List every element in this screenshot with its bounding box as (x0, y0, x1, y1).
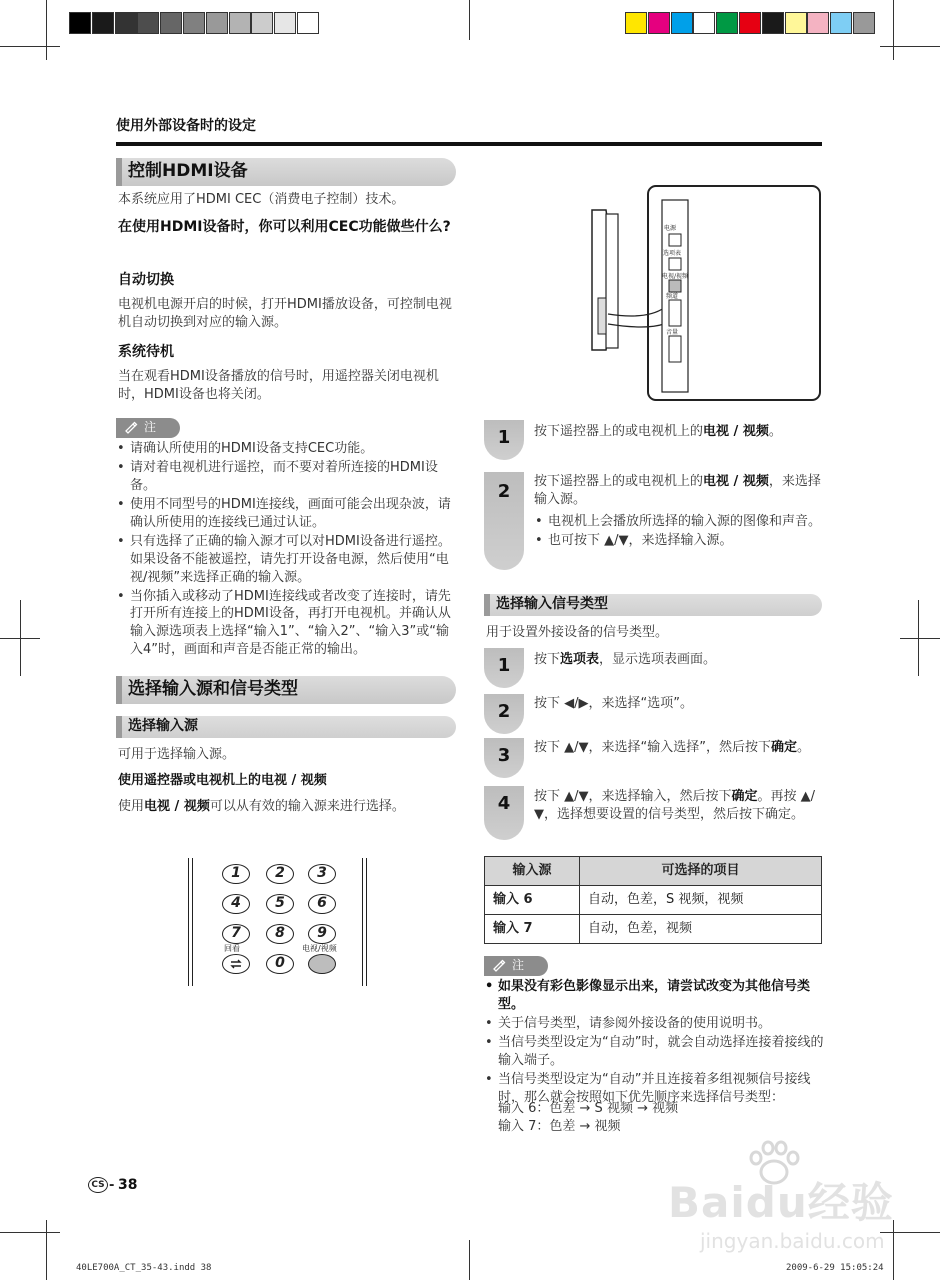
page-header-title: 使用外部设备时的设定 (116, 118, 256, 134)
table-row (485, 915, 822, 944)
recall-icon (228, 958, 244, 970)
table-cell: 自动，色差，S 视频，视频 (580, 886, 822, 915)
subsection-title-input-source: 选择输入源 (116, 716, 456, 738)
panel-label-tv-video: 电视/视频 (662, 273, 689, 280)
crop-mark (46, 1220, 47, 1280)
color-swatch (807, 12, 829, 34)
color-swatch (853, 12, 875, 34)
section-title-input: 选择输入源和信号类型 (116, 676, 456, 704)
crop-mark (0, 46, 60, 47)
color-swatch (115, 12, 137, 34)
remote-key-1[interactable]: 1 (222, 864, 250, 884)
color-swatch (297, 12, 319, 34)
table-header: 输入源 (485, 857, 580, 886)
language-badge: CS (88, 1177, 108, 1193)
watermark-url: jingyan.baidu.com (700, 1229, 885, 1253)
color-swatch (69, 12, 91, 34)
hdmi-notes-list (116, 440, 458, 660)
priority-line: 输入 6：色差 → S 视频 → 视频 (498, 1101, 679, 1116)
step-text: 按下 ▲/▼，来选择“输入选择”，然后按下确定。 (534, 740, 811, 755)
color-swatch (274, 12, 296, 34)
color-swatch (671, 12, 693, 34)
crop-mark (893, 0, 894, 60)
crop-mark (900, 638, 940, 639)
page-number: 38 (118, 1177, 138, 1193)
table-row (485, 886, 822, 915)
list-item: • 电视机上会播放所选择的输入源的图像和声音。 (534, 513, 826, 531)
step-number: 1 (484, 648, 524, 688)
color-swatch (830, 12, 852, 34)
step-text: 按下选项表，显示选项表画面。 (534, 652, 717, 667)
crop-mark (469, 0, 470, 40)
table-header-row (485, 857, 822, 886)
color-swatch (785, 12, 807, 34)
note-badge: 注 (484, 956, 548, 976)
remote-key-8[interactable]: 8 (266, 924, 294, 944)
remote-key-5[interactable]: 5 (266, 894, 294, 914)
list-item: • 当你插入或移动了HDMI连接线或者改变了连接时，请先打开所有连接上的HDMI设备，再打开电视机。并确认从输入源选项表上选择“输入1”、“输入2”、“输入3”或“输入4”时，画面和声音是否能正常的输出。 (116, 588, 458, 660)
remote-control-illustration (186, 858, 370, 986)
table-cell: 自动，色差，视频 (580, 915, 822, 944)
remote-usage-text: 使用电视 / 视频可以从有效的输入源来进行选择。 (118, 799, 405, 814)
remote-key-3[interactable]: 3 (308, 864, 336, 884)
crop-mark (469, 1240, 470, 1280)
remote-key-7[interactable]: 7 (222, 924, 250, 944)
color-swatch (739, 12, 761, 34)
auto-switch-text: 电视机电源开启的时候，打开HDMI播放设备，可控制电视机自动切换到对应的输入源。 (118, 297, 452, 330)
step-number: 2 (484, 694, 524, 734)
color-swatch (229, 12, 251, 34)
header-rule (116, 142, 822, 146)
remote-edge-right (362, 858, 367, 986)
color-swatch (693, 12, 715, 34)
pencil-note-icon (492, 958, 506, 972)
color-swatch (251, 12, 273, 34)
input-source-intro: 可用于选择输入源。 (118, 747, 236, 762)
remote-key-6[interactable]: 6 (308, 894, 336, 914)
tv-video-label: 电视/视频 (302, 944, 337, 953)
panel-label-menu: 选项表 (663, 250, 682, 257)
panel-label-channel: 频道 (666, 293, 679, 300)
list-item: • 当信号类型设定为“自动”并且连接着多组视频信号接线时，那么就会按照如下优先顺序来选择信号类型： (484, 1071, 826, 1107)
step-number: 1 (484, 420, 524, 460)
color-swatch (648, 12, 670, 34)
list-item: • 只有选择了正确的输入源才可以对HDMI设备进行遥控。如果设备不能被遥控，请先打开设备电源，然后使用“电视/视频”来选择正确的输入源。 (116, 533, 458, 587)
color-swatch (92, 12, 114, 34)
list-item: • 请确认所使用的HDMI设备支持CEC功能。 (116, 440, 458, 458)
step-number: 4 (484, 786, 524, 840)
step-text: 按下遥控器上的或电视机上的电视 / 视频。 (534, 424, 782, 439)
list-item: • 使用不同型号的HDMI连接线，画面可能会出现杂波，请确认所使用的连接线已通过认证。 (116, 496, 458, 532)
crop-mark (20, 600, 21, 676)
watermark-text: Baidu经验 (668, 1178, 894, 1227)
recall-button[interactable] (222, 954, 250, 974)
step-text: 按下 ▲/▼，来选择输入，然后按下确定。再按 ▲/▼，选择想要设置的信号类型，然后按下确定。 (534, 789, 816, 822)
remote-edge-left (188, 858, 193, 986)
table-cell: 输入 7 (485, 915, 580, 944)
print-date: 2009-6-29 15:05:24 (786, 1263, 884, 1273)
step-number: 3 (484, 738, 524, 778)
color-swatch (206, 12, 228, 34)
page-number-sep: - (109, 1178, 115, 1193)
tv-video-button[interactable] (308, 954, 336, 974)
step-text: 按下遥控器上的或电视机上的电视 / 视频，来选择输入源。 (534, 474, 821, 507)
signal-type-table (484, 856, 822, 944)
list-item: • 如果没有彩色影像显示出来，请尝试改变为其他信号类型。 (484, 978, 826, 1014)
cec-question: 在使用HDMI设备时，你可以利用CEC功能做些什么? (118, 219, 451, 235)
panel-label-volume: 音量 (666, 329, 679, 336)
list-item: • 请对着电视机进行遥控，而不要对着所连接的HDMI设备。 (116, 459, 458, 495)
standby-title: 系统待机 (118, 344, 174, 360)
step-number: 2 (484, 472, 524, 570)
list-item: • 也可按下 ▲/▼，来选择输入源。 (534, 532, 826, 550)
note-badge: 注 (116, 418, 180, 438)
hdmi-intro: 本系统应用了HDMI CEC（消费电子控制）技术。 (118, 192, 405, 207)
table-header: 可选择的项目 (580, 857, 822, 886)
list-item: • 当信号类型设定为“自动”时，就会自动选择连接着接线的输入端子。 (484, 1034, 826, 1070)
remote-key-2[interactable]: 2 (266, 864, 294, 884)
section-title-hdmi: 控制HDMI设备 (116, 158, 456, 186)
color-swatch (762, 12, 784, 34)
crop-mark (0, 1232, 60, 1233)
signal-notes-list (484, 978, 826, 1108)
crop-mark (880, 46, 940, 47)
color-swatch (625, 12, 647, 34)
panel-label-power: 电源 (664, 225, 677, 232)
color-swatch (716, 12, 738, 34)
crop-mark (46, 0, 47, 60)
recall-label: 回看 (224, 944, 240, 953)
signal-type-intro: 用于设置外接设备的信号类型。 (486, 625, 669, 640)
file-info: 40LE700A_CT_35-43.indd 38 (76, 1263, 212, 1273)
crop-mark (918, 600, 919, 676)
color-swatch (183, 12, 205, 34)
remote-usage-title: 使用遥控器或电视机上的电视 / 视频 (118, 773, 327, 788)
auto-switch-title: 自动切换 (118, 272, 174, 288)
pencil-note-icon (124, 420, 138, 434)
standby-text: 当在观看HDMI设备播放的信号时，用遥控器关闭电视机时，HDMI设备也将关闭。 (118, 369, 439, 402)
baidu-watermark (660, 1140, 920, 1260)
remote-key-4[interactable]: 4 (222, 894, 250, 914)
color-swatch (160, 12, 182, 34)
color-swatch (137, 12, 159, 34)
subsection-title-signal-type: 选择输入信号类型 (484, 594, 822, 616)
tv-side-panel-illustration (586, 184, 822, 402)
priority-line: 输入 7：色差 → 视频 (498, 1119, 621, 1134)
table-cell: 输入 6 (485, 886, 580, 915)
remote-key-9[interactable]: 9 (308, 924, 336, 944)
step-2-bullets (534, 513, 826, 551)
remote-key-0[interactable]: 0 (266, 954, 294, 974)
step-text: 按下 ◀/▶，来选择“选项”。 (534, 696, 693, 711)
list-item: • 关于信号类型，请参阅外接设备的使用说明书。 (484, 1015, 826, 1033)
